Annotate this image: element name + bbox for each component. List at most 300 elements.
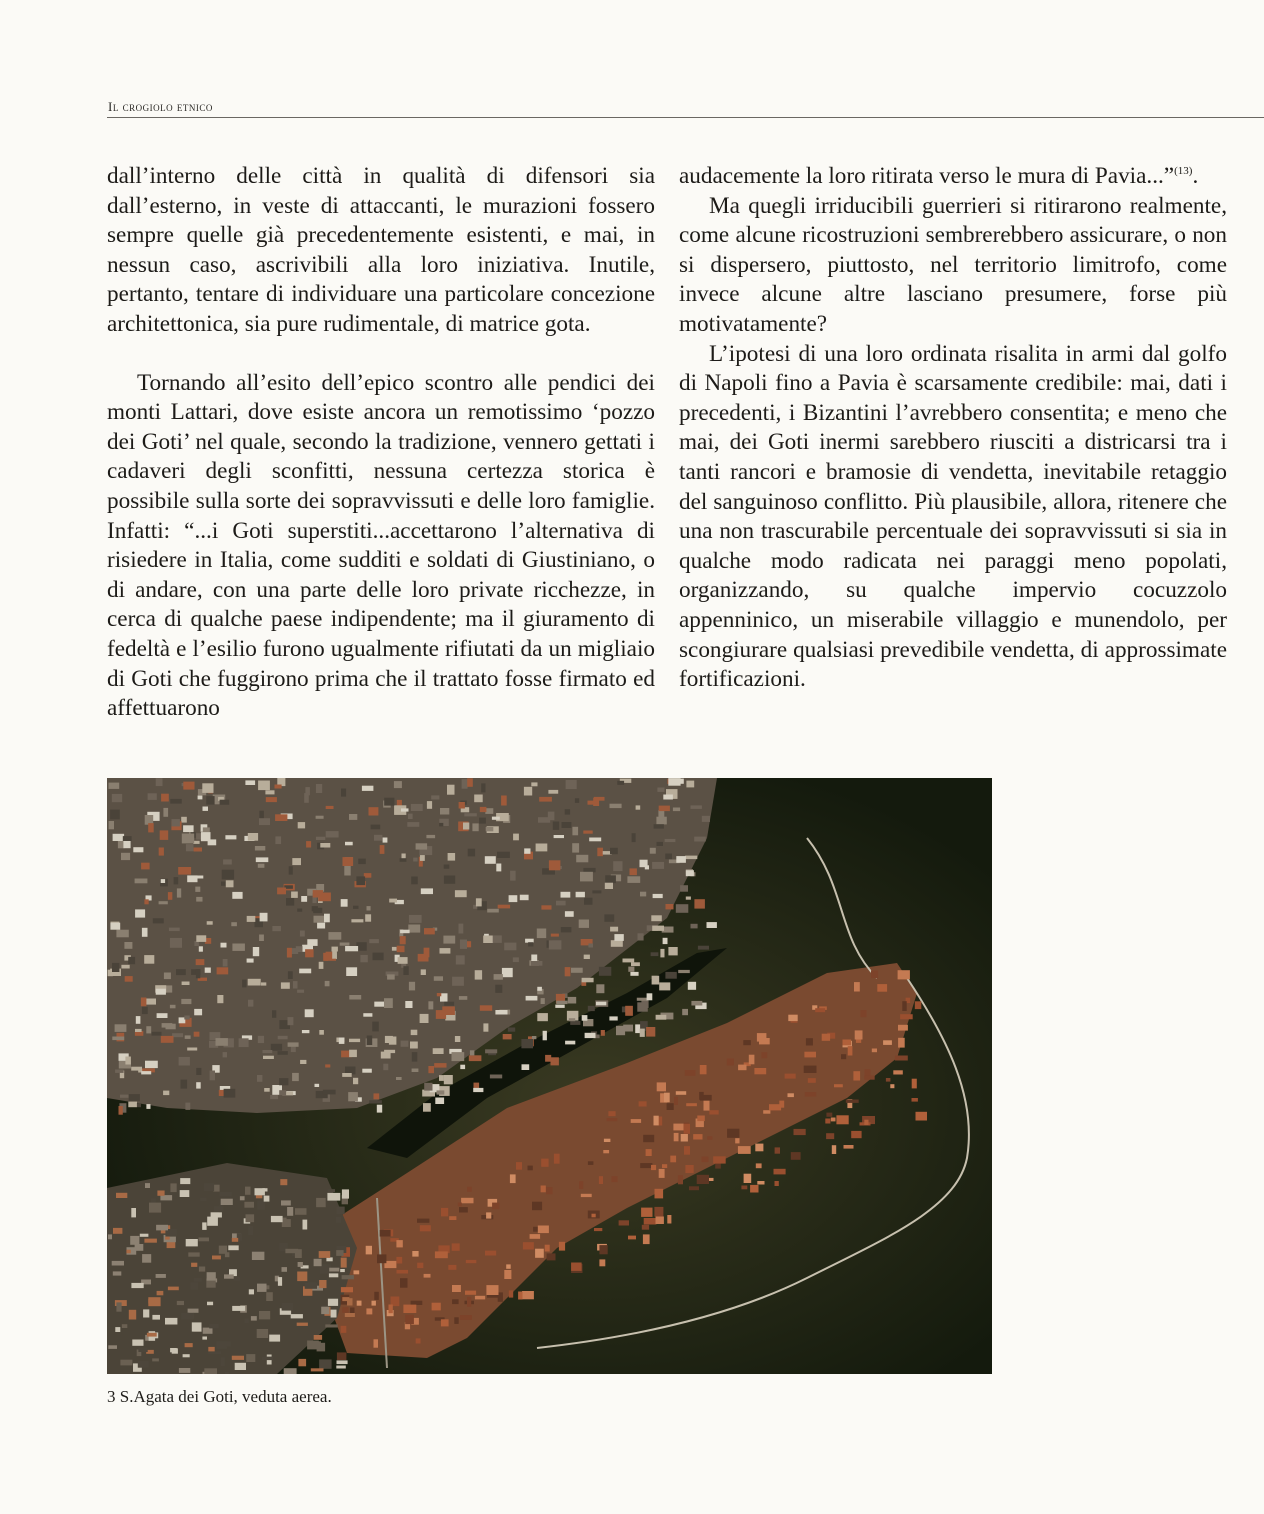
rooftop xyxy=(531,955,537,962)
rooftop xyxy=(440,808,449,815)
rooftop xyxy=(353,906,359,909)
rooftop xyxy=(178,867,191,875)
rooftop xyxy=(377,1254,386,1263)
rooftop xyxy=(459,802,465,809)
rooftop xyxy=(454,1317,458,1324)
rooftop xyxy=(412,1052,418,1062)
rooftop xyxy=(531,782,537,786)
rooftop xyxy=(187,875,197,882)
rooftop xyxy=(510,871,515,881)
rooftop xyxy=(576,892,585,898)
rooftop xyxy=(160,830,169,840)
rooftop xyxy=(548,812,555,821)
rooftop xyxy=(305,1009,314,1017)
rooftop xyxy=(516,1162,522,1170)
rooftop xyxy=(258,781,270,791)
rooftop xyxy=(300,1060,306,1064)
rooftop xyxy=(365,914,371,921)
rooftop xyxy=(652,926,664,931)
rooftop xyxy=(678,970,690,973)
rooftop xyxy=(187,1048,197,1051)
rooftop xyxy=(166,1024,176,1030)
rooftop xyxy=(475,970,482,979)
rooftop xyxy=(196,1082,201,1088)
rooftop xyxy=(292,858,301,865)
rooftop xyxy=(232,944,245,951)
rooftop xyxy=(589,838,601,842)
rooftop xyxy=(389,899,397,903)
rooftop xyxy=(186,1239,198,1246)
rooftop xyxy=(485,808,493,814)
rooftop xyxy=(146,1026,151,1033)
rooftop xyxy=(163,1091,169,1096)
rooftop xyxy=(569,1018,575,1021)
rooftop xyxy=(396,1257,402,1264)
rooftop xyxy=(129,1310,136,1320)
rooftop xyxy=(207,1302,213,1306)
rooftop xyxy=(554,1154,560,1164)
rooftop xyxy=(336,1250,343,1256)
rooftop xyxy=(700,1065,707,1074)
rooftop xyxy=(571,968,583,973)
rooftop xyxy=(685,856,697,860)
rooftop xyxy=(580,872,593,882)
rooftop xyxy=(532,1036,536,1039)
rooftop xyxy=(340,1269,345,1272)
rooftop xyxy=(434,976,443,981)
rooftop xyxy=(336,1217,341,1223)
rooftop xyxy=(389,1037,397,1045)
rooftop xyxy=(323,1090,336,1095)
rooftop xyxy=(257,1200,265,1209)
rooftop xyxy=(343,857,354,866)
rooftop xyxy=(128,1102,137,1108)
rooftop xyxy=(456,955,465,964)
rooftop xyxy=(240,1196,245,1200)
rooftop xyxy=(190,1282,198,1290)
rooftop xyxy=(480,1005,492,1011)
rooftop xyxy=(617,781,624,785)
rooftop xyxy=(131,1067,142,1071)
rooftop xyxy=(235,1363,246,1370)
rooftop xyxy=(461,1198,473,1204)
rooftop xyxy=(116,930,128,938)
rooftop xyxy=(494,974,503,980)
rooftop xyxy=(697,1175,709,1184)
rooftop xyxy=(409,982,415,991)
running-header: Il crogiolo etnico xyxy=(108,99,213,114)
rooftop xyxy=(184,1016,189,1020)
rooftop xyxy=(685,1070,696,1076)
rooftop xyxy=(473,1088,483,1092)
rooftop xyxy=(226,880,234,887)
rooftop xyxy=(744,1174,752,1183)
rooftop xyxy=(541,998,545,1004)
rooftop xyxy=(825,1119,830,1124)
rooftop xyxy=(198,796,203,800)
rooftop xyxy=(345,946,358,951)
rooftop xyxy=(326,831,339,837)
rooftop xyxy=(165,1318,177,1325)
rooftop xyxy=(217,995,223,1003)
rooftop xyxy=(313,890,323,897)
rooftop xyxy=(112,1037,124,1041)
rooftop xyxy=(255,846,265,851)
rooftop xyxy=(532,1202,542,1211)
rooftop xyxy=(257,1075,262,1082)
rooftop xyxy=(556,1001,567,1004)
rooftop xyxy=(549,860,561,870)
rooftop xyxy=(349,995,361,1000)
rooftop xyxy=(260,913,268,922)
rooftop xyxy=(316,816,324,819)
rooftop xyxy=(109,821,114,829)
rooftop xyxy=(342,1297,349,1301)
rooftop xyxy=(135,1029,142,1032)
rooftop xyxy=(400,930,410,934)
rooftop xyxy=(148,1299,154,1303)
rooftop xyxy=(163,808,168,817)
rooftop xyxy=(411,1301,423,1305)
rooftop xyxy=(329,1273,338,1277)
rooftop xyxy=(808,1078,816,1083)
rooftop xyxy=(584,955,590,959)
rooftop xyxy=(141,863,150,870)
rooftop xyxy=(593,798,599,806)
rooftop xyxy=(565,1041,575,1045)
rooftop xyxy=(156,1274,166,1278)
rooftop xyxy=(207,1272,216,1280)
rooftop xyxy=(354,1270,360,1274)
rooftop xyxy=(596,984,604,993)
rooftop xyxy=(597,848,603,857)
rooftop xyxy=(755,1144,763,1152)
rooftop xyxy=(836,1115,848,1124)
rooftop xyxy=(448,853,456,861)
rooftop xyxy=(272,926,281,931)
rooftop xyxy=(324,914,330,923)
rooftop xyxy=(528,1166,533,1171)
rooftop xyxy=(396,1240,402,1247)
rooftop xyxy=(495,985,502,993)
rooftop xyxy=(485,1049,497,1053)
rooftop xyxy=(467,1187,472,1192)
rooftop xyxy=(341,1258,347,1268)
rooftop xyxy=(465,1291,476,1295)
paragraph: Tornando all’esito dell’epico scontro alle pendici dei monti Lattari, dove esiste ancora un remotissimo ‘pozzo dei Goti’ nel quale, secondo la tradizione, vennero gettati i cadaveri degli sconfitti, nessuna certezza storica è possibile sulla sorte dei sopravvissuti e delle loro famiglie. Infatti: “...i Goti superstiti...accettarono l’alternativa di risiedere in Italia, come sudditi e soldati di Giustiniano, o di andare, con una parte delle loro private ricchezze, in cerca di qualche paese indipendente; ma il giuramento di fedeltà e l’esilio furono ugualmente rifiutati da un migliaio di Goti che fuggirono prima che il trattato fosse firmato ed affettuarono xyxy=(107,369,655,722)
rooftop xyxy=(699,1092,704,1100)
rooftop xyxy=(269,1335,280,1342)
rooftop xyxy=(210,1071,215,1081)
rooftop xyxy=(526,996,538,1001)
rooftop xyxy=(452,1243,460,1250)
rooftop xyxy=(412,1069,419,1073)
rooftop xyxy=(640,1163,652,1168)
rooftop xyxy=(169,928,180,932)
rooftop xyxy=(547,1253,556,1260)
rooftop xyxy=(656,817,666,825)
rooftop xyxy=(496,864,501,872)
rooftop xyxy=(691,805,702,809)
rooftop xyxy=(181,817,187,823)
rooftop xyxy=(592,1214,596,1218)
rooftop xyxy=(543,1031,547,1041)
rooftop xyxy=(142,1007,148,1014)
rooftop xyxy=(303,1220,308,1230)
rooftop xyxy=(686,781,694,788)
rooftop xyxy=(170,799,181,804)
rooftop xyxy=(641,1208,652,1217)
rooftop xyxy=(761,1052,767,1058)
rooftop xyxy=(407,822,419,827)
rooftop xyxy=(459,996,467,1000)
rooftop xyxy=(498,905,510,909)
rooftop xyxy=(549,940,562,949)
rooftop xyxy=(674,1133,679,1141)
rooftop xyxy=(314,1335,322,1340)
rooftop xyxy=(583,831,592,834)
rooftop xyxy=(486,1285,498,1295)
rooftop xyxy=(682,1009,688,1015)
rooftop xyxy=(141,1071,151,1074)
rooftop xyxy=(428,1001,433,1009)
rooftop xyxy=(321,1307,329,1314)
rooftop xyxy=(297,1272,307,1282)
rooftop xyxy=(170,938,182,948)
rooftop xyxy=(130,1236,139,1245)
rooftop xyxy=(676,904,689,913)
rooftop xyxy=(362,1069,372,1073)
rooftop xyxy=(182,982,190,986)
rooftop xyxy=(437,1090,445,1094)
rooftop xyxy=(223,959,228,967)
rooftop xyxy=(199,1238,210,1242)
rooftop xyxy=(628,967,634,972)
rooftop xyxy=(832,1145,836,1154)
rooftop xyxy=(112,963,119,972)
rooftop xyxy=(301,896,307,902)
rooftop xyxy=(632,833,636,842)
rooftop xyxy=(694,837,706,842)
rooftop xyxy=(503,1034,512,1039)
rooftop xyxy=(704,1101,710,1111)
rooftop xyxy=(659,806,670,812)
rooftop xyxy=(575,798,579,803)
rooftop xyxy=(546,1187,553,1194)
rooftop xyxy=(785,1074,796,1079)
rooftop xyxy=(420,1225,431,1231)
rooftop xyxy=(144,1239,157,1243)
rooftop xyxy=(694,899,705,908)
rooftop xyxy=(713,1156,726,1163)
rooftop xyxy=(674,1097,678,1105)
rooftop xyxy=(614,934,623,941)
rooftop xyxy=(224,1274,234,1278)
rooftop xyxy=(138,1361,149,1368)
rooftop xyxy=(168,892,172,900)
rooftop xyxy=(188,1252,199,1256)
rooftop xyxy=(316,784,322,793)
rooftop xyxy=(646,1149,652,1156)
rooftop xyxy=(142,928,148,937)
rooftop xyxy=(485,1251,496,1256)
rooftop xyxy=(562,822,572,828)
rooftop xyxy=(147,1333,157,1337)
rooftop xyxy=(455,1036,460,1042)
rooftop xyxy=(791,1152,801,1160)
rooftop xyxy=(120,1095,129,1098)
rooftop xyxy=(196,959,205,965)
rooftop xyxy=(860,1010,866,1017)
rooftop xyxy=(349,814,357,820)
rooftop xyxy=(265,790,274,794)
aerial-photo xyxy=(107,778,992,1374)
rooftop xyxy=(900,1014,913,1019)
rooftop xyxy=(297,990,304,993)
rooftop xyxy=(592,890,601,893)
rooftop xyxy=(360,955,367,962)
rooftop xyxy=(688,982,696,990)
rooftop xyxy=(490,1075,502,1079)
rooftop xyxy=(246,1214,255,1222)
rooftop xyxy=(384,998,393,1008)
rooftop xyxy=(523,1242,534,1249)
right-column xyxy=(679,162,1227,695)
rooftop xyxy=(159,848,164,856)
rooftop xyxy=(579,920,589,928)
rooftop xyxy=(754,1068,766,1074)
rooftop xyxy=(319,1359,332,1368)
rooftop xyxy=(259,811,264,819)
rooftop xyxy=(157,1191,164,1196)
rooftop xyxy=(553,822,559,830)
rooftop xyxy=(599,1259,605,1266)
rooftop xyxy=(541,1186,546,1193)
rooftop xyxy=(893,1070,903,1074)
rooftop xyxy=(433,1048,444,1054)
rooftop xyxy=(663,795,673,800)
rooftop xyxy=(588,944,593,948)
rooftop xyxy=(185,1035,191,1039)
rooftop xyxy=(345,842,353,846)
rooftop xyxy=(611,940,623,947)
rooftop xyxy=(452,1285,461,1292)
rooftop xyxy=(805,1092,817,1097)
rooftop xyxy=(441,1208,448,1217)
rooftop xyxy=(177,1301,184,1305)
rooftop xyxy=(610,804,622,808)
rooftop xyxy=(259,1311,270,1319)
rooftop xyxy=(912,1098,918,1102)
rooftop xyxy=(883,1040,892,1045)
rooftop xyxy=(196,1068,201,1075)
rooftop xyxy=(396,1077,402,1080)
rooftop xyxy=(707,1136,712,1140)
rooftop xyxy=(637,998,647,1001)
rooftop xyxy=(286,898,294,906)
rooftop xyxy=(285,1249,298,1253)
rooftop xyxy=(530,1234,541,1239)
rooftop xyxy=(164,973,171,980)
rooftop xyxy=(389,1305,393,1314)
rooftop xyxy=(314,916,326,923)
rooftop xyxy=(340,943,350,946)
rooftop xyxy=(439,823,443,827)
rooftop xyxy=(642,1225,649,1230)
rooftop xyxy=(326,1257,332,1261)
rooftop xyxy=(643,1234,650,1244)
rooftop xyxy=(394,781,402,788)
rooftop xyxy=(392,947,397,951)
rooftop xyxy=(228,1245,238,1250)
rooftop xyxy=(295,1208,307,1215)
rooftop xyxy=(146,999,156,1005)
rooftop xyxy=(684,1146,690,1155)
rooftop xyxy=(605,883,613,889)
rooftop xyxy=(680,885,688,892)
rooftop xyxy=(204,1368,217,1374)
rooftop xyxy=(757,1033,767,1042)
rooftop xyxy=(464,813,477,816)
rooftop xyxy=(170,1348,177,1352)
rooftop xyxy=(509,895,518,902)
figure-caption: 3 S.Agata dei Goti, veduta aerea. xyxy=(107,1387,332,1406)
rooftop xyxy=(604,1139,611,1142)
rooftop xyxy=(232,892,242,899)
rooftop xyxy=(246,1354,255,1362)
rooftop xyxy=(157,1013,168,1018)
rooftop xyxy=(122,1324,128,1328)
rooftop xyxy=(304,793,309,803)
rooftop xyxy=(497,852,510,858)
rooftop xyxy=(363,1013,372,1017)
rooftop xyxy=(180,1178,190,1184)
rooftop xyxy=(510,1174,516,1183)
rooftop xyxy=(112,1261,124,1266)
rooftop xyxy=(326,806,334,809)
rooftop xyxy=(539,797,552,802)
rooftop xyxy=(289,866,293,874)
rooftop xyxy=(264,1196,270,1202)
rooftop xyxy=(522,1291,534,1299)
rooftop xyxy=(844,1145,854,1149)
rooftop xyxy=(603,1150,609,1153)
rooftop xyxy=(555,1005,564,1008)
rooftop xyxy=(191,1263,197,1267)
rooftop xyxy=(271,1044,282,1051)
rooftop xyxy=(656,1217,664,1225)
rooftop xyxy=(412,1251,418,1257)
rooftop xyxy=(299,969,311,974)
rooftop xyxy=(788,1015,797,1021)
rooftop xyxy=(264,1088,270,1092)
rooftop xyxy=(848,1046,853,1055)
rooftop xyxy=(278,1277,282,1286)
rooftop xyxy=(408,814,413,819)
rooftop xyxy=(566,780,577,789)
rooftop xyxy=(212,1256,221,1260)
rooftop xyxy=(804,1066,817,1073)
rooftop xyxy=(275,785,282,789)
rooftop xyxy=(373,953,384,961)
rooftop xyxy=(509,1290,513,1297)
rooftop xyxy=(738,1065,746,1071)
rooftop xyxy=(535,1249,544,1258)
rooftop xyxy=(253,947,259,956)
paragraph: dall’interno delle città in qualità di difensori sia dall’esterno, in veste di attaccanti, le murazioni fossero sempre quelle già precedentemente esistenti, e mai, in nessun caso, ascrivibili alla loro iniziativa. Inutile, pertanto, tentare di individuare una particolare concezione architettonica, sia pure rudimentale, di matrice gota. xyxy=(107,163,655,337)
rooftop xyxy=(405,1315,414,1324)
rooftop xyxy=(284,1368,297,1374)
